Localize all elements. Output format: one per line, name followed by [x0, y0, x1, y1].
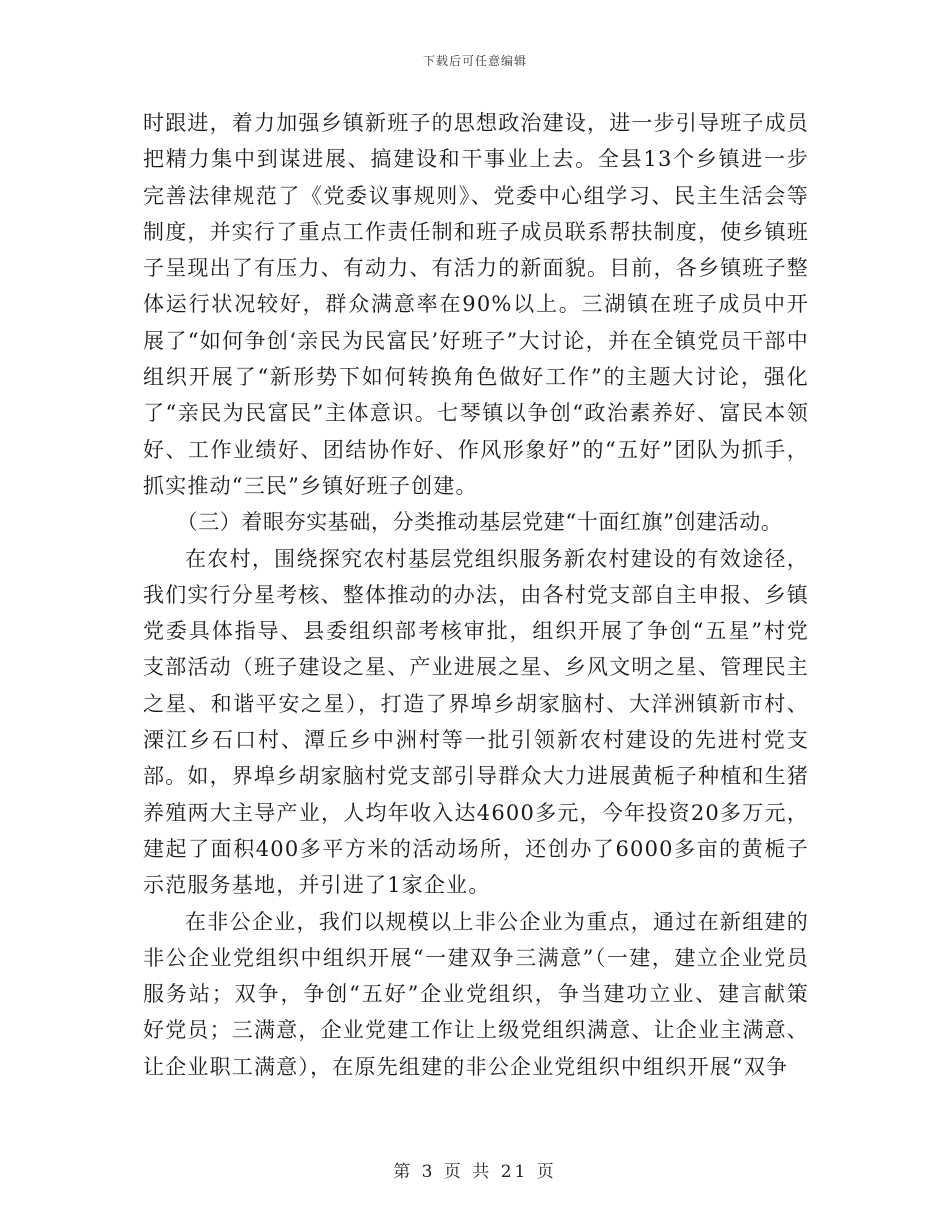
page-number-footer: 第 3 页 共 21 页 — [393, 1162, 557, 1182]
page-header-note: 下载后可任意编辑 — [422, 54, 527, 68]
section-heading-3: （三）着眼夯实基础，分类推动基层党建“十面红旗”创建活动。 — [176, 510, 783, 535]
paragraph-rural: 在农村，围绕探究农村基层党组织服务新农村建设的有效途径，我们实行分星考核、整体推动的办法，由各村党支部自主申报、乡镇党委具体指导、县委组织部考核审批，组织开展了争创“五星”村党支部活动（班子建设之星、产业进展之星、乡风文明之星、管理民主之星、和谐平安之星），打造了界埠乡胡家脑村、大洋洲镇新市村、溧江乡石口村、潭丘乡中洲村等一批引领新农村建设的先进村党支部。如，界埠乡胡家脑村党支部引导群众大力进展黄栀子种植和生猪养殖两大主导产业，人均年收入达4600多元，今年投资20多万元，建起了面积400多平方米的活动场所，还创办了6000多亩的黄栀子示范服务基地，并引进了1家企业。 — [143, 546, 809, 898]
paragraph-nonpublic-enterprise: 在非公企业，我们以规模以上非公企业为重点，通过在新组建的非公企业党组织中组织开展“一建双争三满意”（一建，建立企业党员服务站；双争，争创“五好”企业党组织，争当建功立业、建言献策好党员；三满意，企业党建工作让上级党组织满意、让企业主满意、让企业职工满意），在原先组建的非公企业党组织中组织开展“双争 — [143, 909, 809, 1079]
document-body — [143, 105, 809, 1085]
paragraph-1: 时跟进，着力加强乡镇新班子的思想政治建设，进一步引导班子成员把精力集中到谋进展、搞建设和干事业上去。全县13个乡镇进一步完善法律规范了《党委议事规则》、党委中心组学习、民主生活会等制度，并实行了重点工作责任制和班子成员联系帮扶制度，使乡镇班子呈现出了有压力、有动力、有活力的新面貌。目前，各乡镇班子整体运行状况较好，群众满意率在90%以上。三湖镇在班子成员中开展了“如何争创‘亲民为民富民’好班子”大讨论，并在全镇党员干部中组织开展了“新形势下如何转换角色做好工作”的主题大讨论，强化了“亲民为民富民”主体意识。七琴镇以争创“政治素养好、富民本领好、工作业绩好、团结协作好、作风形象好”的“五好”团队为抓手，抓实推动“三民”乡镇好班子创建。 — [143, 111, 809, 498]
